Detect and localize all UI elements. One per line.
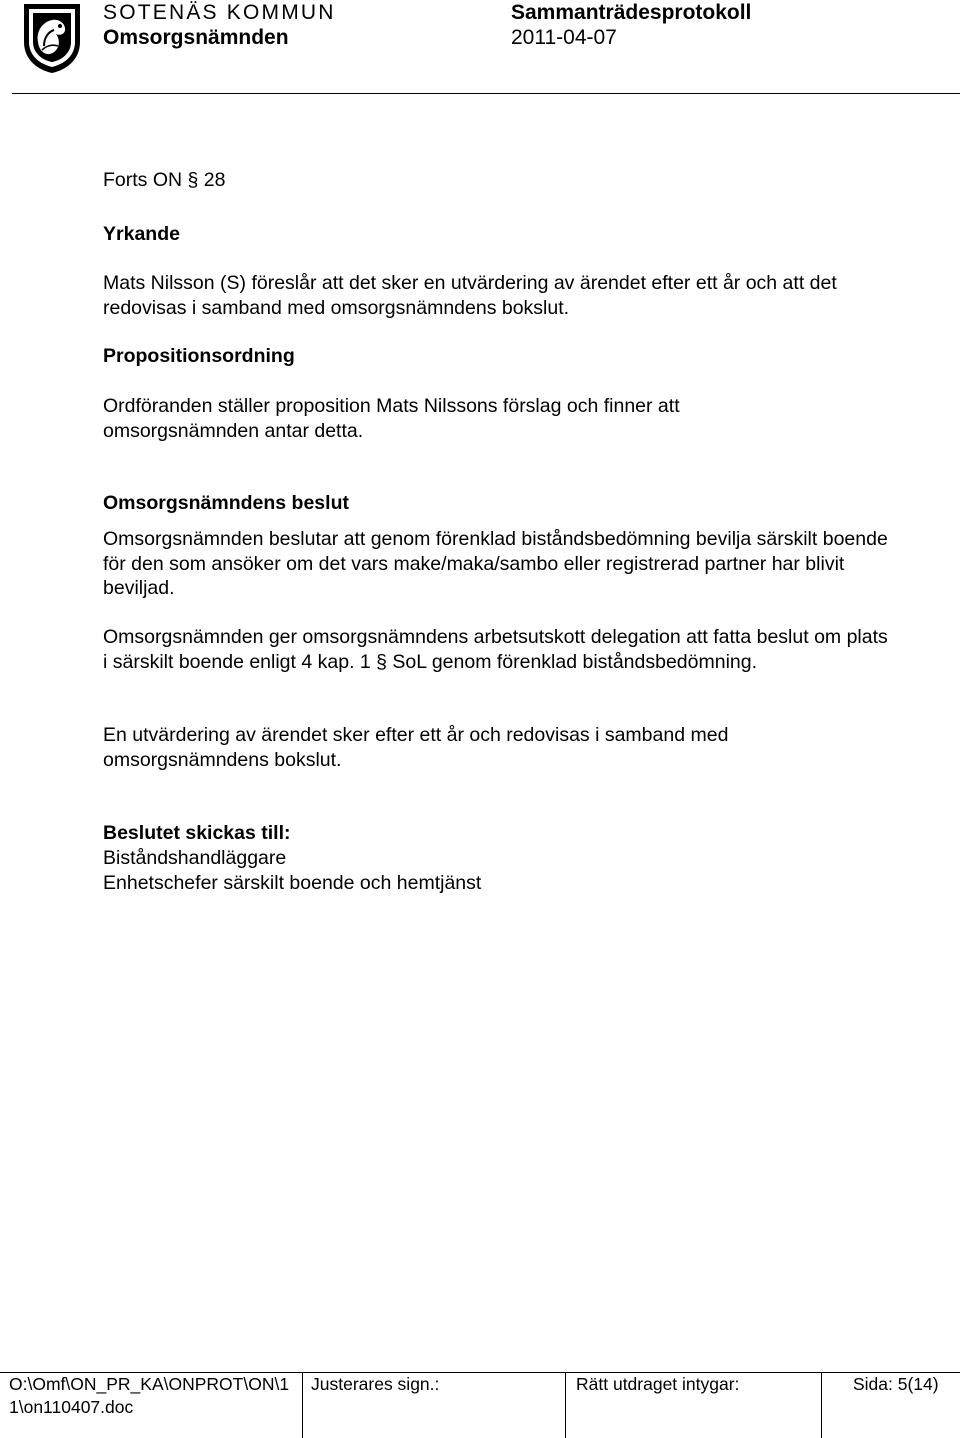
file-path-line: 1\on110407.doc <box>9 1397 134 1417</box>
coat-of-arms-icon <box>22 2 82 74</box>
justerares-sign: Justerares sign.: <box>311 1374 440 1394</box>
yrkande-text: Mats Nilsson (S) föreslår att det sker en utvärdering av ärendet efter ett år och att det redovisas i samband med omsorgsnämndens bokslut. <box>103 272 837 319</box>
beslut-paragraph: Omsorgsnämnden beslutar att genom förenklad biståndsbedömning bevilja särskilt boende för den som ansöker om det vars make/maka/sambo eller registrerad partner har blivit beviljad. <box>103 528 888 599</box>
footer-file-path <box>9 1373 289 1419</box>
beslut-paragraph: En utvärdering av ärendet sker efter ett år och redovisas i samband med omsorgsnämndens bokslut. <box>103 724 729 771</box>
beslut-heading: Omsorgsnämndens beslut <box>103 492 349 514</box>
committee-name: Omsorgsnämnden <box>103 26 289 49</box>
recipients-heading: Beslutet skickas till: <box>103 822 291 844</box>
municipality-name: SOTENÄS KOMMUN <box>103 1 336 24</box>
header-divider <box>12 93 960 94</box>
footer-column-divider <box>302 1372 303 1438</box>
footer-column-divider <box>821 1372 822 1438</box>
page-number: Sida: 5(14) <box>853 1374 939 1394</box>
file-path-line: O:\Omf\ON_PR_KA\ONPROT\ON\1 <box>9 1374 290 1394</box>
proposition-text: Ordföranden ställer proposition Mats Nilssons förslag och finner att omsorgsnämnden antar detta. <box>103 395 680 442</box>
document-type: Sammanträdesprotokoll <box>511 1 752 24</box>
recipient-item: Biståndshandläggare <box>103 847 287 869</box>
document-date: 2011-04-07 <box>511 26 617 49</box>
recipient-item: Enhetschefer särskilt boende och hemtjänst <box>103 872 482 894</box>
yrkande-heading: Yrkande <box>103 223 180 245</box>
footer-column-divider <box>565 1372 566 1438</box>
beslut-paragraph: Omsorgsnämnden ger omsorgsnämndens arbetsutskott delegation att fatta beslut om plats i särskilt boende enligt 4 kap. 1 § SoL genom förenklad biståndsbedömning. <box>103 626 888 673</box>
ratt-utdraget: Rätt utdraget intygar: <box>576 1374 740 1394</box>
proposition-heading: Propositionsordning <box>103 345 295 367</box>
section-reference: Forts ON § 28 <box>103 169 226 191</box>
